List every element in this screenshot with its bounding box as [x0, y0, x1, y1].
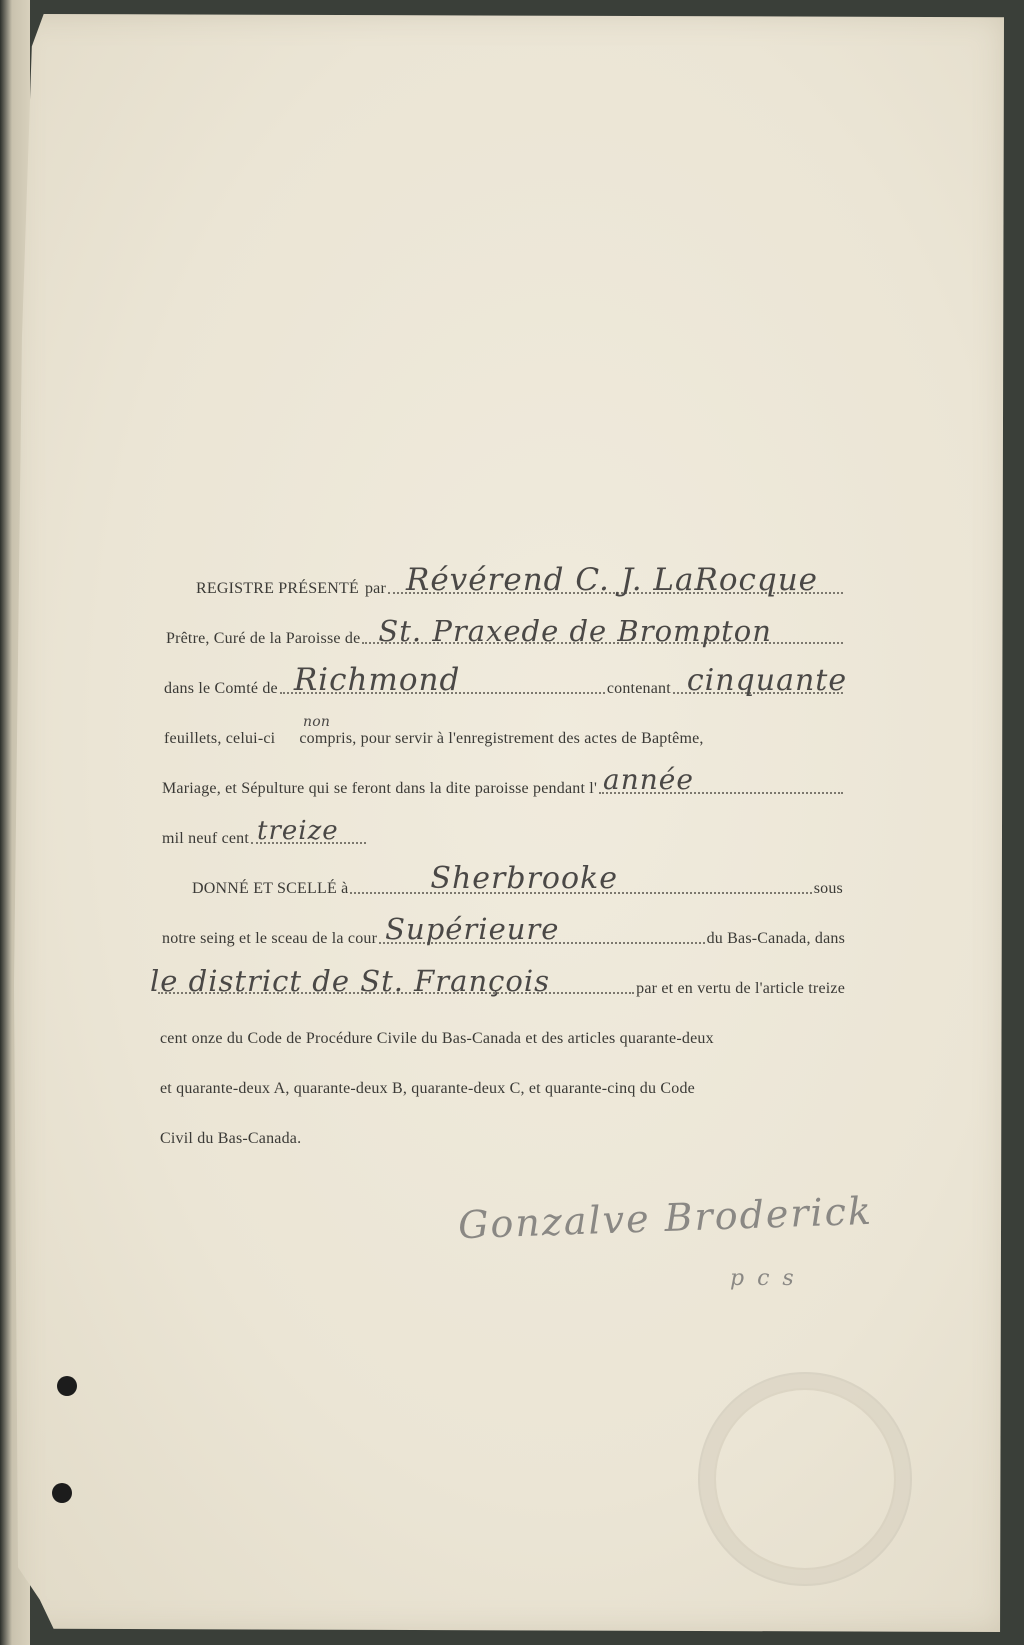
line-notre-seing [158, 912, 845, 950]
paroisse-handwriting: St. Praxede de Brompton [378, 614, 772, 648]
signature-initials: p c s [730, 1266, 797, 1291]
line-cent-onze [158, 1018, 845, 1050]
line-comte [158, 662, 848, 700]
cour-field [379, 912, 704, 946]
cour-handwriting: Supérieure [385, 912, 560, 946]
annee-field [599, 763, 843, 796]
line-quarante-deux [158, 1068, 845, 1100]
quarante-deux-label: et quarante-deux A, quarante-deux B, quarante-deux C, et quarante-cinq du Code [160, 1080, 695, 1097]
civil-label: Civil du Bas-Canada. [160, 1130, 302, 1147]
par-vertu-label: par et en vertu de l'article treize [636, 980, 845, 997]
nombre-feuillets-handwriting: cinquante [686, 663, 848, 698]
nombre-feuillets-field [673, 663, 848, 698]
line-registre [158, 562, 845, 600]
district-field [150, 964, 634, 998]
line-mil-neuf-cent [158, 818, 845, 850]
mariage-label: Mariage, et Sépulture qui se feront dans la dite paroisse pendant l' [162, 780, 598, 797]
annee-handwriting: année [603, 763, 694, 796]
paroisse-field [362, 614, 843, 648]
reverend-handwriting: Révérend C. J. LaRocque [406, 562, 819, 598]
comte-handwriting: Richmond [293, 662, 461, 698]
line-feuillets [158, 714, 845, 750]
ville-field [350, 861, 811, 896]
comte-field [280, 662, 605, 698]
par-label: par [364, 580, 386, 597]
treize-field [251, 816, 366, 846]
contenant-label: contenant [606, 680, 671, 697]
ville-handwriting: Sherbrooke [430, 861, 618, 896]
line-civil [158, 1118, 845, 1150]
line-mariage [158, 763, 845, 800]
treize-handwriting: treize [257, 816, 339, 846]
non-handwriting: non [303, 714, 331, 730]
line-donne-scelle [158, 861, 845, 900]
mil-neuf-cent-label: mil neuf cent [162, 830, 250, 847]
district-handwriting: le district de St. François [150, 964, 550, 998]
donne-scelle-label: DONNÉ ET SCELLÉ à [192, 880, 349, 897]
compris-label: compris, pour servir à l'enregistrement des actes de Baptême, [299, 730, 704, 747]
notre-seing-label: notre seing et le sceau de la cour [162, 930, 378, 947]
du-bas-canada-label: du Bas-Canada, dans [706, 930, 845, 947]
dans-le-comte-label: dans le Comté de [164, 680, 278, 697]
cent-onze-label: cent onze du Code de Procédure Civile du Bas-Canada et des articles quarante-deux [160, 1030, 714, 1047]
line-paroisse [158, 614, 845, 650]
signature: Gonzalve Broderick [457, 1188, 874, 1248]
registre-presente-label: REGISTRE PRÉSENTÉ [196, 580, 359, 597]
feuillets-label: feuillets, celui-ci [164, 730, 276, 747]
line-district [150, 964, 845, 1000]
pretre-cure-label: Prêtre, Curé de la Paroisse de [166, 630, 361, 647]
embossed-seal [698, 1372, 912, 1586]
sous-label: sous [813, 880, 843, 897]
reverend-field [388, 562, 843, 598]
